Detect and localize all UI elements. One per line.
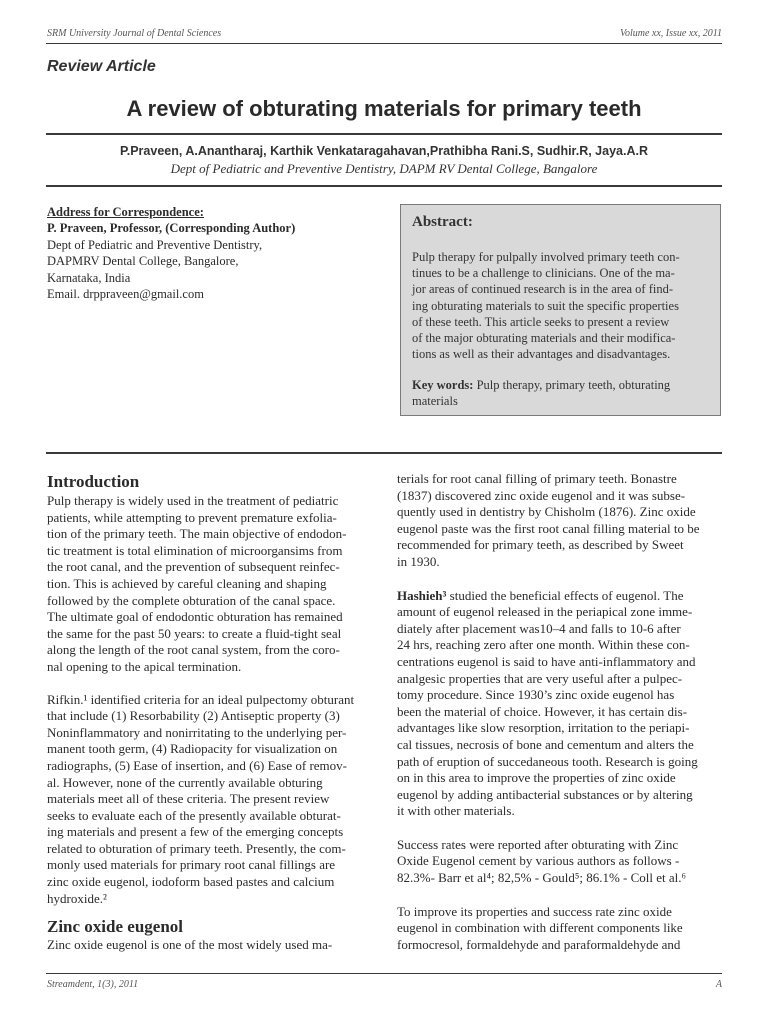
keywords-label: Key words: [412,378,474,392]
text-line: seeks to evaluate each of the presently available obturat- [47,807,341,823]
abstract-line: jor areas of continued research is in the area of find- [412,282,673,297]
text-line: Zinc oxide eugenol is one of the most widely used ma- [47,937,333,953]
text-line: manent tooth germ, (4) Radiopacity for visualization on [47,741,338,757]
text-line: materials meet all of these criteria. The present review [47,791,330,807]
text-line: terials for root canal filling of primary teeth. Bonastre [397,471,677,486]
introduction-paragraph [47,493,371,676]
text-line: eugenol in combination with different components like [397,920,683,936]
body-rule [46,452,722,454]
text-line: monly used materials for primary root canal fillings are [47,857,336,873]
text-line: Rifkin.¹ identified criteria for an ideal pulpectomy obturant [47,691,355,707]
article-title: A review of obturating materials for primary teeth [126,96,642,121]
text-line: that include (1) Resorbability (2) Antiseptic property (3) [47,708,340,724]
text-line: analgesic properties that are very useful after a pulpec- [397,670,683,686]
hashieh-name: Hashieh³ [397,587,447,603]
correspondence-line: Karnataka, India [47,270,131,285]
text-line: on in this area to improve the properties of zinc oxide [397,770,676,786]
success-rates-paragraph [397,837,723,887]
text-line: centrations eugenol is said to have anti-inflammatory and [397,653,696,669]
zinc-oxide-eugenol-paragraph [47,937,371,954]
improvement-paragraph [397,904,723,954]
correspondence-email: Email. drppraveen@gmail.com [47,287,204,302]
text-line: path of eruption of succedaneous tooth. Research is going [397,753,698,769]
keywords [412,377,712,409]
text-line: patients, while attempting to prevent premature exfolia- [47,509,337,525]
running-header-journal: SRM University Journal of Dental Sciences [47,28,222,39]
text-line: The ultimate goal of endodontic obturation has remained [47,609,343,625]
text-line: it with other materials. [397,803,515,819]
footer-citation: Streamdent, 1(3), 2011 [47,979,139,990]
text-line: advantages like slow resorption, irritation to the periapi- [397,720,690,736]
text-line: (1837) discovered zinc oxide eugenol and it was subse- [397,487,686,503]
text-line: 24 hrs, reaching zero after one month. Within these con- [397,637,690,653]
text-line: tomy procedure. Since 1930’s zinc oxide eugenol has [397,687,675,703]
keywords-text: Pulp therapy, primary teeth, obturating [473,378,671,392]
text-line: Pulp therapy is widely used in the treatment of pediatric [47,493,339,508]
page-number: A [715,979,722,990]
correspondence-name: P. Praveen, Professor, (Corresponding Author) [47,221,296,236]
correspondence-line: Dept of Pediatric and Preventive Dentistry, [47,237,263,252]
correspondence-block [47,204,377,302]
zinc-oxide-eugenol-heading: Zinc oxide eugenol [47,917,184,937]
abstract-line: ing obturating materials to suit the specific properties [412,298,679,313]
text-line: tion of the primary teeth. The main objective of endodon- [47,526,347,542]
text-line: along the length of the root canal system, from the coro- [47,642,340,658]
text-line: related to obturation of primary teeth. Presently, the com- [47,840,346,856]
header-rule [46,43,722,44]
abstract-text [412,249,712,362]
text-line: Noninflammatory and nonirritating to the underlying per- [47,724,347,740]
right-column [397,471,723,953]
hashieh-paragraph [397,588,723,820]
title-rule [46,133,722,135]
abstract-box [400,204,721,416]
text-line: 82.3%- Barr et al⁴; 82,5% - Gould⁵; 86.1% - Coll et al.⁶ [397,870,687,886]
text-line: hydroxide.² [47,890,107,906]
introduction-heading: Introduction [47,472,140,491]
running-header-volume: Volume xx, Issue xx, 2011 [619,28,722,39]
text-line: eugenol paste was the first root canal filling material to be [397,520,700,536]
text-line: nal opening to the apical termination. [47,658,242,674]
text-line: been the material of choice. However, it has certain dis- [397,703,688,719]
text-line: recommended for primary teeth, as described by Sweet [397,537,684,553]
correspondence-heading: Address for Correspondence: [47,205,204,219]
text-line: Oxide Eugenol cement by various authors as follows - [397,853,680,869]
bonastre-paragraph [397,471,723,571]
text-line: tic treatment is total elimination of microorgansims from [47,542,343,558]
abstract-line: of the major obturating materials and their modifica- [412,331,676,346]
rifkin-paragraph [47,692,371,908]
abstract-heading: Abstract: [412,214,473,230]
article-type: Review Article [47,58,156,75]
text-line: eugenol by adding antibacterial substances or by altering [397,786,693,802]
text-line: in 1930. [397,553,440,569]
abstract-line: tions as well as their advantages and disadvantages. [412,347,671,362]
left-column [47,472,371,954]
text-line: zinc oxide eugenol, iodoform based pastes and calcium [47,874,335,890]
text-line: To improve its properties and success rate zinc oxide [397,903,672,919]
footer-rule [46,973,722,974]
text-line: radiographs, (5) Ease of insertion, and (6) Ease of remov- [47,757,347,773]
keywords-text-cont: materials [412,394,458,409]
abstract-line: tinues to be a challenge to clinicians. One of the ma- [412,266,675,281]
author-list: P.Praveen, A.Anantharaj, Karthik Venkataragahavan,Prathibha Rani.S, Sudhir.R, Jaya.A.R [120,144,648,158]
text-line: amount of eugenol released in the periapical zone imme- [397,604,693,620]
abstract-line: Pulp therapy for pulpally involved primary teeth con- [412,250,680,264]
abstract-line: of these teeth. This article seeks to present a review [412,314,670,329]
text-line: cal tissues, necrosis of bone and cementum and alters the [397,736,694,752]
affiliation-rule [46,185,722,187]
text-line: the same for the past 50 years: to create a fluid-tight seal [47,625,342,641]
text-line: the root canal, and the prevention of subsequent reinfec- [47,559,340,575]
text-line: ing materials and present a few of the emerging concepts [47,824,344,840]
text-line: tion. This is achieved by careful cleaning and shaping [47,575,327,591]
text-line: diately after placement was10–4 and falls to 10-6 after [397,620,681,636]
affiliation: Dept of Pediatric and Preventive Dentistry, DAPM RV Dental College, Bangalore [170,161,598,176]
text-line: al. However, none of the currently available obturing [47,774,323,790]
text-line: quently used in dentistry by Chisholm (1876). Zinc oxide [397,504,696,520]
text-line: Success rates were reported after obturating with Zinc [397,836,679,852]
text-line: studied the beneficial effects of eugenol. The [446,587,684,603]
text-line: followed by the complete obturation of the canal space. [47,592,336,608]
correspondence-line: DAPMRV Dental College, Bangalore, [47,254,239,269]
text-line: formocresol, formaldehyde and paraformaldehyde and [397,936,681,952]
